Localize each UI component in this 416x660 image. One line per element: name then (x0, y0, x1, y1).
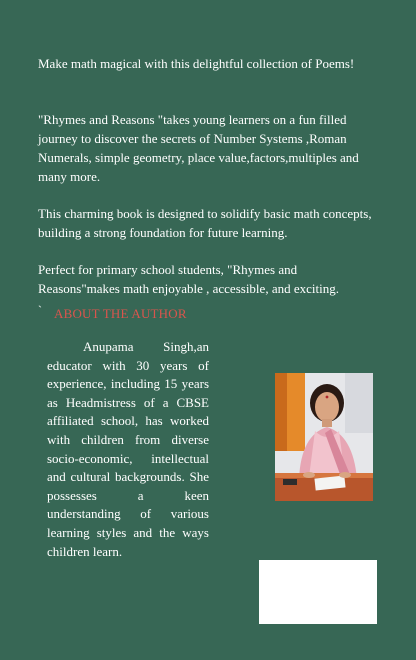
intro-paragraph-2: "Rhymes and Reasons "takes young learners on a fun filled journey to discover the secrets of Number Systems ,Roman Numerals, simple geometry, place value,factors,multiples and many more. (38, 112, 359, 184)
author-photo (275, 373, 373, 501)
intro-paragraph-4: Perfect for primary school students, "Rhymes and Reasons"makes math enjoyable , accessible, and exciting. (38, 262, 339, 296)
stray-mark: ` (38, 303, 42, 317)
barcode-placeholder (259, 560, 377, 624)
intro-paragraph-3: This charming book is designed to solidify basic math concepts, building a strong foundation for future learning. (38, 206, 372, 240)
intro-paragraph-1: Make math magical with this delightful collection of Poems! (38, 56, 355, 71)
author-bio: Anupama Singh,an educator with 30 years of experience, including 15 years as Headmistress of a CBSE affiliated school, has worked with children from diverse socio-economic, intellectual and cultural backgrounds. She possesses a keen understanding of various learning styles and the ways children learn. (47, 339, 209, 559)
about-author-heading: ABOUT THE AUTHOR (54, 306, 187, 321)
